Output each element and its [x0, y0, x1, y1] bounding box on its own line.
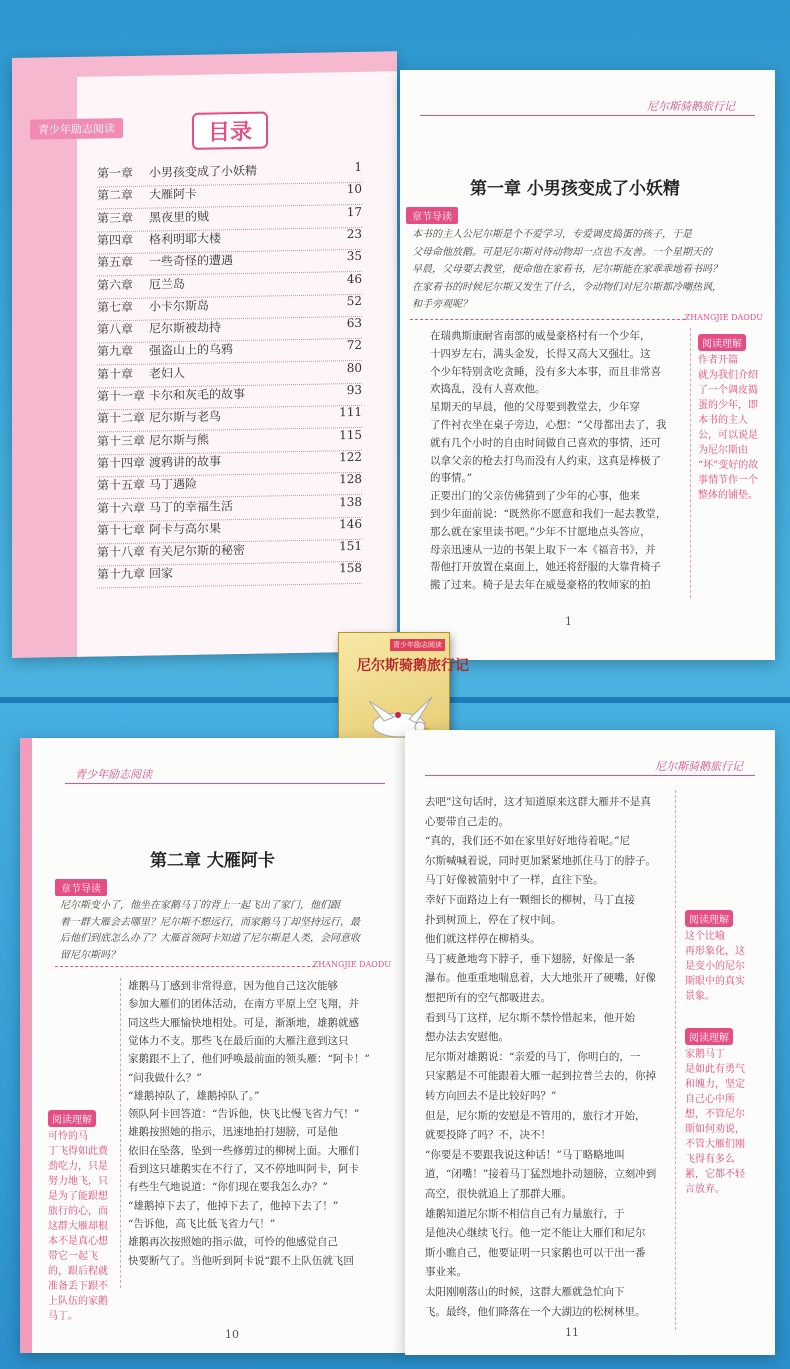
- note-line: 斯眼中的真实: [685, 976, 745, 987]
- text-line: 转方向回去不是比较好吗？”: [425, 1090, 557, 1102]
- text-line: 雄鹅知道尼尔斯不相信自己有力量旅行，于: [425, 1207, 625, 1220]
- chapter2-page: [20, 738, 405, 1353]
- text-line: 事业来。: [425, 1266, 467, 1279]
- note-line: “坏”变好的故: [698, 460, 759, 471]
- note-line: 言放弃。: [685, 1184, 725, 1195]
- text-line: 觉体力不支。那些飞在最后面的大雁注意到这只: [128, 1034, 349, 1047]
- note-text: [698, 353, 766, 503]
- note-box-2: [685, 1026, 760, 1197]
- text-line: 依旧在坠落，坠到一些修剪过的柳树上面。大雁们: [128, 1144, 359, 1157]
- text-line: 十四岁左右，满头金发，长得又高大又强壮。这: [430, 347, 651, 360]
- toc-item-page: 46: [346, 271, 362, 286]
- text-line: “问我做什么？”: [128, 1071, 202, 1084]
- text-line: “你要是不要跟我说这种话！”马丁略略地叫: [425, 1148, 625, 1161]
- text-line: 同这些大雁愉快地相处。可是，渐渐地，雄鹅就感: [128, 1016, 359, 1029]
- note-line: 就为我们介绍: [698, 370, 758, 381]
- text-line: 星期天的早晨，他的父母要到教堂去，少年穿: [430, 401, 640, 414]
- text-line: 领队阿卡回答道：“告诉他，快飞比慢飞省力气！”: [128, 1108, 360, 1121]
- text-line: 到少年面前说：“既然你不愿意和我们一起去教堂，: [430, 508, 667, 520]
- text-line: 父母命他放鹅。可是尼尔斯对待动物却一点也不友善。一个星期天的: [412, 246, 712, 258]
- text-line: 飞。最终，他们降落在一个大湖边的松树林里。: [425, 1305, 646, 1318]
- toc-item-number: 第十三章: [97, 433, 146, 449]
- note-line: 带它一起飞: [48, 1251, 98, 1262]
- note-line: 上队伍的家鹅: [48, 1296, 108, 1307]
- toc-item-title: 小男孩变成了小妖精: [149, 163, 258, 180]
- text-line: 想办法去安慰他。: [425, 1031, 509, 1044]
- text-line: 母亲迅速从一边的书架上取下一本《福音书》，并: [430, 543, 656, 556]
- body-column-rule: [690, 328, 692, 598]
- note-line: 是如此有勇气: [685, 1064, 745, 1075]
- note-box: [48, 1108, 118, 1324]
- text-line: 只家鹅是不可能跟着大雁一起到拉普兰去的，你掉: [425, 1070, 656, 1083]
- note-box-1: [685, 908, 760, 1004]
- text-line: 在家看书的时候尼尔斯又发生了什么，令动物们对尼尔斯都冷嘲热讽，: [412, 281, 722, 293]
- running-head-rule: [420, 115, 755, 116]
- note-text: [685, 929, 760, 1004]
- text-line: 太阳刚刚落山的时候，这群大雁就急忙向下: [425, 1286, 625, 1298]
- toc-item-title: 老妇人: [149, 365, 186, 381]
- chapter-title: 第一章 小男孩变成了小妖精: [470, 179, 680, 199]
- toc-item-number: 第五章: [97, 255, 134, 270]
- toc-item-title: 渡鸦讲的故事: [149, 454, 222, 470]
- text-line: 本书的主人公尼尔斯是个不爱学习，专爱调皮捣蛋的孩子，于是: [412, 229, 692, 240]
- text-line: 帮他打开放置在桌面上，她还将舒服的大靠背椅子: [430, 561, 661, 574]
- toc-item-number: 第二章: [97, 188, 134, 203]
- text-line: 是他决心继续飞行。他一定不能让大雁们和尼尔: [425, 1227, 646, 1240]
- left-border: [20, 738, 32, 1353]
- toc-item-page: 63: [346, 315, 362, 331]
- toc-item-number: 第十五章: [97, 477, 146, 493]
- text-line: 尔斯喊喊着说，同时更加紧紧地抓住马丁的脖子。: [425, 854, 656, 867]
- toc-item-title: 阿卡与高尔果: [149, 521, 222, 537]
- toc-item-number: 第七章: [97, 299, 134, 315]
- toc-item-title: 一些奇怪的遭遇: [149, 253, 234, 269]
- toc-item-title: 有关尼尔斯的秘密: [149, 543, 246, 559]
- pinyin-rule: [55, 966, 315, 968]
- note-text: [48, 1129, 118, 1324]
- text-line: 去吧”这句话时，这才知道原来这群大雁并不是真: [425, 796, 651, 808]
- toc-item[interactable]: [97, 561, 362, 589]
- text-line: 道，“闭嘴！”接着马丁猛烈地扑动翅膀，立刻冲到: [425, 1168, 657, 1181]
- text-line: 扑到树顶上，停在了杈中间。: [425, 913, 562, 926]
- toc-item-title: 厄兰岛: [149, 276, 186, 292]
- series-label: 青少年励志阅读: [75, 768, 152, 781]
- text-line: “雄鹅掉下去了，他掉下去了，他掉下去了！”: [128, 1199, 339, 1212]
- text-line: 看到这只雄鹅实在不行了，又不停地叫阿卡，阿卡: [128, 1163, 359, 1175]
- text-line: 想把所有的空气都吸进去。: [425, 992, 551, 1004]
- text-line: 心要带自己走的。: [425, 815, 509, 828]
- chapter1-page: [400, 70, 775, 660]
- toc-item-page: 10: [346, 182, 362, 197]
- pinyin-label: ZHANGJIE DAODU: [312, 960, 391, 969]
- text-line: 就要投降了吗？不，决不！: [425, 1129, 551, 1142]
- note-label: 阅读理解: [685, 1028, 733, 1045]
- toc-item-title: 格利明耶大楼: [149, 231, 222, 247]
- toc-item-page: 122: [339, 449, 362, 465]
- note-line: 飞得有多么: [685, 1154, 735, 1165]
- toc-item-page: 80: [346, 360, 362, 375]
- toc-item-page: 111: [339, 405, 362, 420]
- toc-item-page: 128: [339, 472, 362, 487]
- toc-item-number: 第十一章: [97, 388, 146, 404]
- toc-item-page: 151: [339, 538, 362, 554]
- note-line: 事情节作一个: [698, 475, 758, 486]
- toc-item-number: 第十九章: [97, 567, 146, 582]
- toc-item-page: 115: [339, 427, 362, 442]
- note-line: 本不是真心想: [48, 1236, 108, 1247]
- toc-item-title: 大雁阿卡: [149, 187, 198, 202]
- toc-item-page: 35: [346, 249, 362, 264]
- toc-item-page: 72: [346, 338, 362, 353]
- note-line: 想，不管尼尔: [685, 1109, 745, 1120]
- text-line: 有些生气地说道：“你们现在要我怎么办？”: [128, 1181, 328, 1194]
- text-line: 幸好下面路边上有一颗细长的柳树，马丁直接: [425, 894, 635, 906]
- text-line: 瀑布。他重重地喘息着，大大地张开了硬嘴，好像: [425, 972, 656, 985]
- note-line: 公，可以说是: [698, 430, 758, 441]
- toc-item-title: 强盗山上的乌鸦: [149, 342, 234, 358]
- toc-item-number: 第四章: [97, 232, 134, 248]
- text-line: 雄鹅按照她的指示，迅速地拍打翅膀，可是他: [128, 1126, 338, 1139]
- page-number: 1: [565, 615, 572, 628]
- text-line: 了件衬衣坐在桌子旁边，心想：“父母都出去了，我: [430, 419, 667, 431]
- toc-item-page: 146: [339, 516, 362, 532]
- text-line: 就有几个小时的自由时间做自己喜欢的事情，还可: [430, 436, 661, 449]
- note-line: 再形象化，这: [685, 946, 745, 957]
- book-title: 尼尔斯骑鹅旅行记: [357, 658, 469, 674]
- toc-item-title: 黑夜里的贼: [149, 209, 210, 225]
- text-line: 高空，很快就追上了那群大雁。: [425, 1188, 572, 1200]
- text-line: “雄鹅掉队了，雄鹅掉队了。”: [128, 1089, 260, 1102]
- note-line: 累，它都不轻: [685, 1169, 745, 1180]
- text-line: 雄鹅马丁感到非常得意，因为他自己这次能够: [128, 980, 338, 992]
- chapter2-page-2: [405, 730, 775, 1355]
- text-line: 在瑞典斯康耐省南部的威曼豪格村有一个少年，: [430, 330, 651, 342]
- text-line: 看到马丁这样，尼尔斯不禁怜惜起来，他开始: [425, 1011, 635, 1024]
- toc-item-page: 52: [346, 293, 362, 308]
- page-number: 11: [565, 1326, 579, 1339]
- note-line: 家鹅马丁: [685, 1049, 725, 1060]
- toc-item-number: 第九章: [97, 344, 134, 359]
- note-line: 这个比喻: [685, 931, 725, 942]
- running-head: 尼尔斯骑鹅旅行记: [647, 100, 735, 113]
- toc-item-title: 马丁的幸福生活: [149, 498, 234, 515]
- pinyin-rule: [410, 319, 685, 321]
- note-line: 旅行的心，而: [48, 1206, 108, 1217]
- toc-item-number: 第一章: [97, 165, 134, 181]
- toc-item-number: 第八章: [97, 321, 134, 337]
- toc-item-number: 第十七章: [97, 522, 146, 538]
- text-line: 后他们到底怎么办了？大雁首领阿卡知道了尼尔斯是人类，会同意收: [60, 933, 360, 944]
- toc-item-title: 卡尔和灰毛的故事: [149, 386, 246, 403]
- note-line: 马丁。: [48, 1311, 78, 1322]
- note-line: 是为了能跟想: [48, 1191, 108, 1202]
- text-line: 雄鹅再次按照她的指示做，可怜的他感觉自己: [128, 1236, 338, 1249]
- text-line: 早晨，父母要去教堂，便命他在家看书，尼尔斯能在家乖乖地看书吗？: [412, 264, 722, 275]
- text-line: 正要出门的父亲仿佛猜到了少年的心事，他来: [430, 490, 640, 503]
- text-line: 他们就这样停在柳梢头。: [425, 933, 541, 946]
- running-head: 尼尔斯骑鹅旅行记: [655, 760, 743, 773]
- note-label: 阅读理解: [698, 334, 746, 351]
- series-text: 青少年励志阅读: [38, 122, 115, 137]
- toc-item-page: 17: [346, 204, 362, 219]
- text-line: “告诉他，高飞比低飞省力气！”: [128, 1217, 276, 1230]
- toc-item-number: 第十二章: [97, 410, 146, 426]
- toc-item-number: 第十四章: [97, 455, 146, 471]
- toc-item-number: 第六章: [97, 277, 134, 293]
- toc-item-title: 尼尔斯与熊: [149, 432, 210, 448]
- text-line: 斯小瞧自己，他要证明一只家鹅也可以干出一番: [425, 1246, 646, 1259]
- note-line: 自己心中所: [685, 1094, 735, 1105]
- toc-item-page: 23: [346, 226, 362, 242]
- text-line: 马丁好像被箭射中了一样，直往下坠。: [425, 874, 604, 887]
- text-line: 的事情。”: [430, 472, 473, 485]
- text-line: 快要断气了。当他听到阿卡说“跟不上队伍就飞回: [128, 1254, 354, 1267]
- text-line: 那么就在家里读书吧。”少年不甘愿地点头答应，: [430, 525, 651, 538]
- text-line: 但是，尼尔斯的安慰是不管用的，旅行才开始，: [425, 1109, 646, 1122]
- note-line: 丁飞得如此费: [48, 1146, 108, 1157]
- note-line: 劲吃力，只是: [48, 1161, 108, 1172]
- text-line: 搬了过来。椅子是去年在威曼豪格的牧师家的拍: [430, 579, 651, 592]
- note-line: 可怜的马: [48, 1131, 88, 1142]
- note-line: 的，跟后程就: [48, 1266, 108, 1277]
- note-line: 景象。: [685, 991, 715, 1002]
- text-line: 尼尔斯对雄鹅说：“亲爱的马丁，你明白的，一: [425, 1050, 641, 1063]
- note-line: 和魄力，坚定: [685, 1079, 745, 1090]
- toc-item-title: 小卡尔斯岛: [149, 298, 210, 314]
- note-line: 了一个调皮捣: [698, 385, 758, 396]
- toc-item-page: 158: [339, 561, 362, 576]
- guide-label: 章节导读: [55, 879, 107, 896]
- body-column-rule: [675, 790, 677, 1330]
- toc-item-page: 93: [346, 382, 362, 398]
- text-line: 以拿父亲的枪去打鸟而没有人约束，这真是棒极了: [430, 454, 661, 467]
- text-line: 留尼尔斯吗？: [60, 949, 120, 961]
- pinyin-label: ZHANGJIE DAODU: [684, 313, 763, 322]
- book-badge: 青少年励志阅读: [390, 639, 445, 651]
- toc-item-number: 第三章: [97, 210, 134, 226]
- note-line: 作者开篇: [698, 355, 738, 366]
- text-line: 马丁疲惫地弯下脖子，垂下翅膀，好像是一条: [425, 952, 635, 965]
- note-line: 准备丢下跟不: [48, 1281, 108, 1292]
- text-line: 参加大雁们的团体活动，在南方平原上空飞翔，并: [128, 998, 359, 1011]
- note-box: [698, 332, 766, 503]
- toc-item-title: 尼尔斯被劫持: [149, 320, 222, 336]
- note-line: 不管大雁们刚: [685, 1139, 745, 1150]
- toc-item-number: 第十六章: [97, 500, 146, 516]
- note-label: 阅读理解: [685, 910, 733, 927]
- text-line: 欢捣乱，没有人喜欢他。: [430, 383, 546, 396]
- toc-item-number: 第十八章: [97, 544, 146, 560]
- text-line: 尼尔斯变小了，他坐在家鹅马丁的背上一起飞出了家门，他们跟: [60, 900, 340, 911]
- note-line: 整体的铺垫。: [698, 490, 758, 501]
- body-column-rule: [120, 978, 122, 1288]
- guide-label: 章节导读: [406, 207, 458, 224]
- text-line: 着一群大雁会去哪里？尼尔斯不想远行，而家鹅马丁却坚持远行，最: [60, 916, 360, 928]
- toc-item-page: 1: [354, 159, 362, 175]
- toc-item-page: 138: [339, 494, 362, 509]
- page-number: 10: [225, 1328, 239, 1341]
- note-line: 蛋的少年，即: [698, 400, 758, 411]
- toc-item-title: 回家: [149, 566, 174, 581]
- text-line: 家鹅跟不上了，他们呼唤最前面的领头雁：“阿卡！”: [128, 1053, 370, 1066]
- running-head-rule: [425, 775, 755, 776]
- series-label: [30, 118, 123, 140]
- note-line: 努力地飞，只: [48, 1176, 108, 1187]
- header-rule: [65, 783, 385, 784]
- text-line: “真的，我们还不如在家里好好地待着呢。”尼: [425, 835, 630, 848]
- note-line: 斯如何劝说，: [685, 1124, 745, 1135]
- note-text: [685, 1047, 760, 1197]
- toc-item-title: 马丁遇险: [149, 476, 198, 492]
- note-line: 为尼尔斯由: [698, 445, 748, 456]
- toc-item-title: 尼尔斯与老鸟: [149, 409, 222, 425]
- text-line: 个少年特别贪吃贪睡，没有多大本事，而且非常喜: [430, 365, 661, 378]
- text-line: 和手旁观呢？: [412, 299, 472, 310]
- note-line: 这群大雁却根: [48, 1221, 108, 1232]
- toc-item-number: 第十章: [97, 366, 134, 382]
- note-line: 本书的主人: [698, 415, 748, 426]
- chapter-title: 第二章 大雁阿卡: [150, 851, 275, 871]
- note-label: 阅读理解: [48, 1110, 96, 1127]
- toc-title: 目录: [192, 112, 268, 150]
- note-line: 是变小的尼尔: [685, 961, 745, 972]
- toc-page: [12, 51, 397, 658]
